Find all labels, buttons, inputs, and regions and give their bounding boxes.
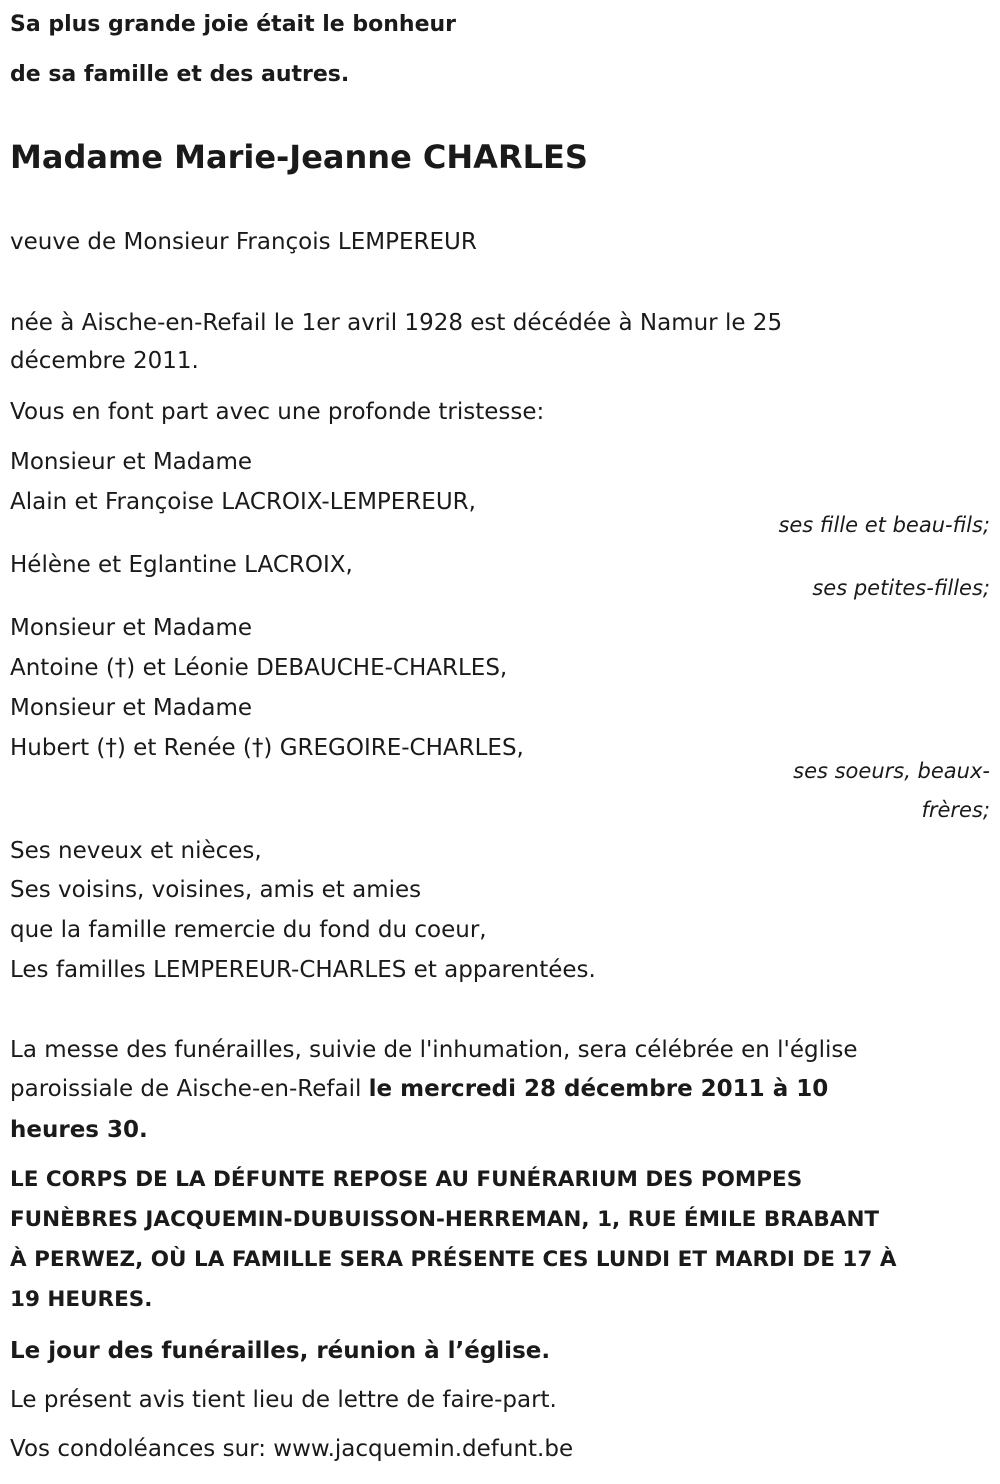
family-line: que la famille remercie du fond du coeur, — [10, 917, 487, 943]
visitation-line: 19 HEURES. — [10, 1287, 153, 1312]
epigraph-line: Sa plus grande joie était le bonheur — [10, 12, 457, 37]
epigraph-line: de sa famille et des autres. — [10, 62, 350, 87]
announcement: Vous en font part avec une profonde tristesse: — [10, 399, 545, 425]
family-line: Alain et Françoise LACROIX-LEMPEREUR, — [10, 489, 476, 515]
family-line: Hubert (†) et Renée (†) GREGOIRE-CHARLES, — [10, 735, 524, 761]
funeral-date: le mercredi 28 décembre 2011 à 10 — [368, 1076, 829, 1102]
family-line: Ses voisins, voisines, amis et amies — [10, 877, 422, 903]
visitation-line: FUNÈBRES JACQUEMIN-DUBUISSON-HERREMAN, 1, RUE ÉMILE BRABANT — [10, 1207, 880, 1232]
page-title: Madame Marie-Jeanne CHARLES — [10, 138, 588, 176]
birth-death-line: décembre 2011. — [10, 348, 199, 374]
widow-of: veuve de Monsieur François LEMPEREUR — [10, 229, 477, 255]
meeting-info: Le jour des funérailles, réunion à l’église. — [10, 1338, 551, 1364]
notice-text: Le présent avis tient lieu de lettre de faire-part. — [10, 1387, 557, 1413]
funeral-time: heures 30. — [10, 1117, 148, 1143]
visitation-line: LE CORPS DE LA DÉFUNTE REPOSE AU FUNÉRARIUM DES POMPES — [10, 1167, 803, 1192]
family-line: Ses neveux et nièces, — [10, 838, 262, 864]
family-line: Les familles LEMPEREUR-CHARLES et apparentées. — [10, 957, 596, 983]
family-line: Monsieur et Madame — [10, 449, 253, 475]
funeral-line — [10, 1074, 828, 1104]
family-line: Monsieur et Madame — [10, 695, 253, 721]
birth-death-line: née à Aische-en-Refail le 1er avril 1928 est décédée à Namur le 25 — [10, 310, 783, 336]
family-relation: ses soeurs, beaux- — [793, 759, 990, 783]
funeral-line: La messe des funérailles, suivie de l'inhumation, sera célébrée en l'église — [10, 1037, 858, 1063]
condolences-text: Vos condoléances sur: www.jacquemin.defunt.be — [10, 1436, 574, 1462]
funeral-place: paroissiale de Aische-en-Refail — [10, 1076, 369, 1102]
family-relation: ses petites-filles; — [812, 576, 990, 600]
family-line: Hélène et Eglantine LACROIX, — [10, 552, 353, 578]
visitation-line: À PERWEZ, OÙ LA FAMILLE SERA PRÉSENTE CES LUNDI ET MARDI DE 17 À — [10, 1247, 897, 1272]
family-line: Antoine (†) et Léonie DEBAUCHE-CHARLES, — [10, 655, 508, 681]
family-line: Monsieur et Madame — [10, 615, 253, 641]
family-relation: frères; — [921, 798, 990, 822]
family-relation: ses fille et beau-fils; — [778, 513, 990, 537]
